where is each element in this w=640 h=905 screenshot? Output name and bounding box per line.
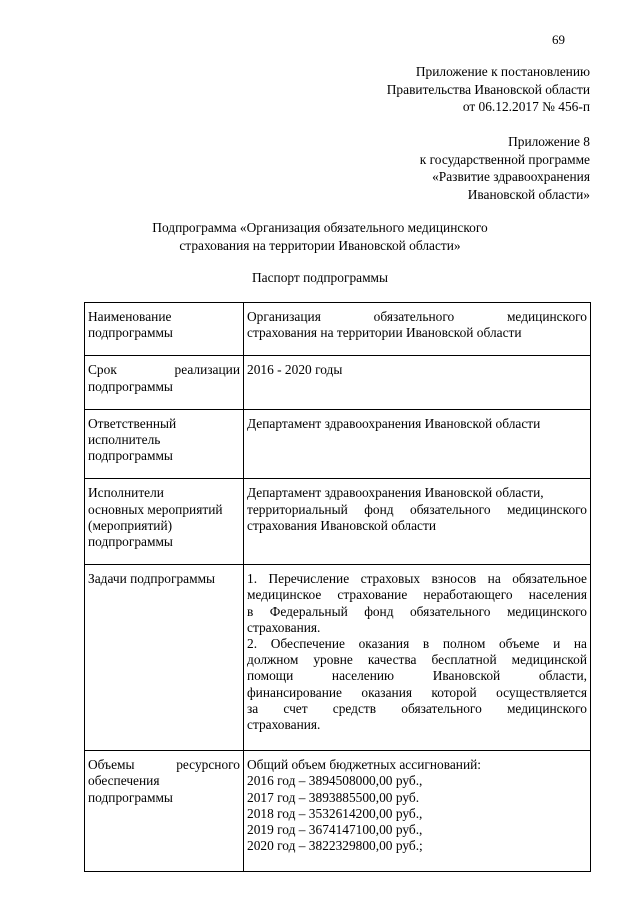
row-label (85, 409, 244, 479)
label-line: Наименование (88, 309, 172, 324)
row-value (244, 479, 591, 565)
table-row (85, 565, 591, 751)
row-value (244, 409, 591, 479)
value-line: страхования на территории Ивановской области (247, 325, 522, 341)
value-line: медицинское страхование неработающего населения (247, 587, 587, 603)
row-value (244, 356, 591, 409)
value-line: 2017 год – 3893885500,00 руб. (247, 789, 420, 805)
label-line: основных мероприятий (88, 501, 223, 517)
row-value (244, 303, 591, 356)
value-line: 2016 год – 3894508000,00 руб., (247, 773, 423, 789)
value-line: 1. Перечисление страховых взносов на обязательное (247, 571, 587, 587)
value-line: должном уровне качества бесплатной медицинской (247, 652, 587, 668)
row-label (85, 303, 244, 356)
label-line: подпрограммы (88, 378, 173, 394)
value-line: Департамент здравоохранения Ивановской области (247, 415, 541, 431)
value-line: 2016 - 2020 годы (247, 362, 343, 378)
value-line: страхования Ивановской области (247, 517, 437, 533)
page-number: 69 (552, 32, 565, 47)
value-line: территориальный фонд обязательного медицинского (247, 501, 587, 517)
passport-title: Паспорт подпрограммы (251, 270, 389, 285)
label-line: исполнитель (88, 432, 161, 448)
label-line: Задачи подпрограммы (88, 571, 216, 587)
resolution-header-line: Приложение к постановлению (415, 64, 590, 79)
row-label (85, 479, 244, 565)
subprogram-title (0, 219, 640, 254)
subprogram-title-line: Подпрограмма «Организация обязательного медицинского (152, 220, 488, 235)
table-row (85, 303, 591, 356)
resolution-header-line: от 06.12.2017 № 456-п (462, 99, 590, 114)
table-row (85, 751, 591, 872)
value-line: Общий объем бюджетных ассигнований: (247, 757, 482, 773)
label-line: подпрограммы (88, 789, 173, 805)
resolution-header-line: Правительства Ивановской области (386, 81, 590, 97)
row-label (85, 751, 244, 872)
value-line: 2. Обеспечение оказания в полном объеме и на (247, 636, 587, 652)
passport-table (84, 302, 591, 872)
appendix-header-line: к государственной программе (419, 151, 590, 167)
subprogram-title-line: страхования на территории Ивановской области» (179, 237, 461, 253)
label-line: Срок реализации (88, 362, 240, 378)
table-row (85, 356, 591, 409)
label-line: Исполнители (88, 485, 164, 501)
table-row (85, 409, 591, 479)
appendix-header-line: Приложение 8 (508, 134, 590, 149)
value-line: финансирование оказания которой осуществляется (247, 684, 587, 700)
value-line: 2019 год – 3674147100,00 руб., (247, 822, 423, 838)
label-line: обеспечения (88, 773, 160, 789)
table-row (85, 479, 591, 565)
label-line: (мероприятий) (88, 517, 173, 533)
resolution-header (387, 63, 590, 116)
value-line: Департамент здравоохранения Ивановской области, (247, 485, 544, 501)
label-line: подпрограммы (88, 534, 173, 550)
appendix-header-line: Ивановской области» (467, 186, 590, 202)
label-line: подпрограммы (88, 325, 173, 341)
label-line: Объемы ресурсного (88, 757, 240, 773)
label-line: подпрограммы (88, 448, 173, 464)
row-label (85, 356, 244, 409)
label-line: Ответственный (88, 415, 177, 431)
value-line: 2020 год – 3822329800,00 руб.; (247, 838, 423, 854)
value-line: страхования. (247, 619, 321, 635)
appendix-header (420, 133, 590, 203)
value-line: в Федеральный фонд обязательного медицинского (247, 603, 587, 619)
value-line: 2018 год – 3532614200,00 руб., (247, 805, 423, 821)
row-value (244, 565, 591, 751)
row-value (244, 751, 591, 872)
value-line: Организация обязательного медицинского (247, 309, 587, 324)
appendix-header-line: «Развитие здравоохранения (432, 169, 590, 184)
row-label (85, 565, 244, 751)
value-line: страхования. (247, 717, 321, 733)
value-line: за счет средств обязательного медицинского (247, 700, 587, 716)
value-line: помощи населению Ивановской области, (247, 668, 587, 684)
